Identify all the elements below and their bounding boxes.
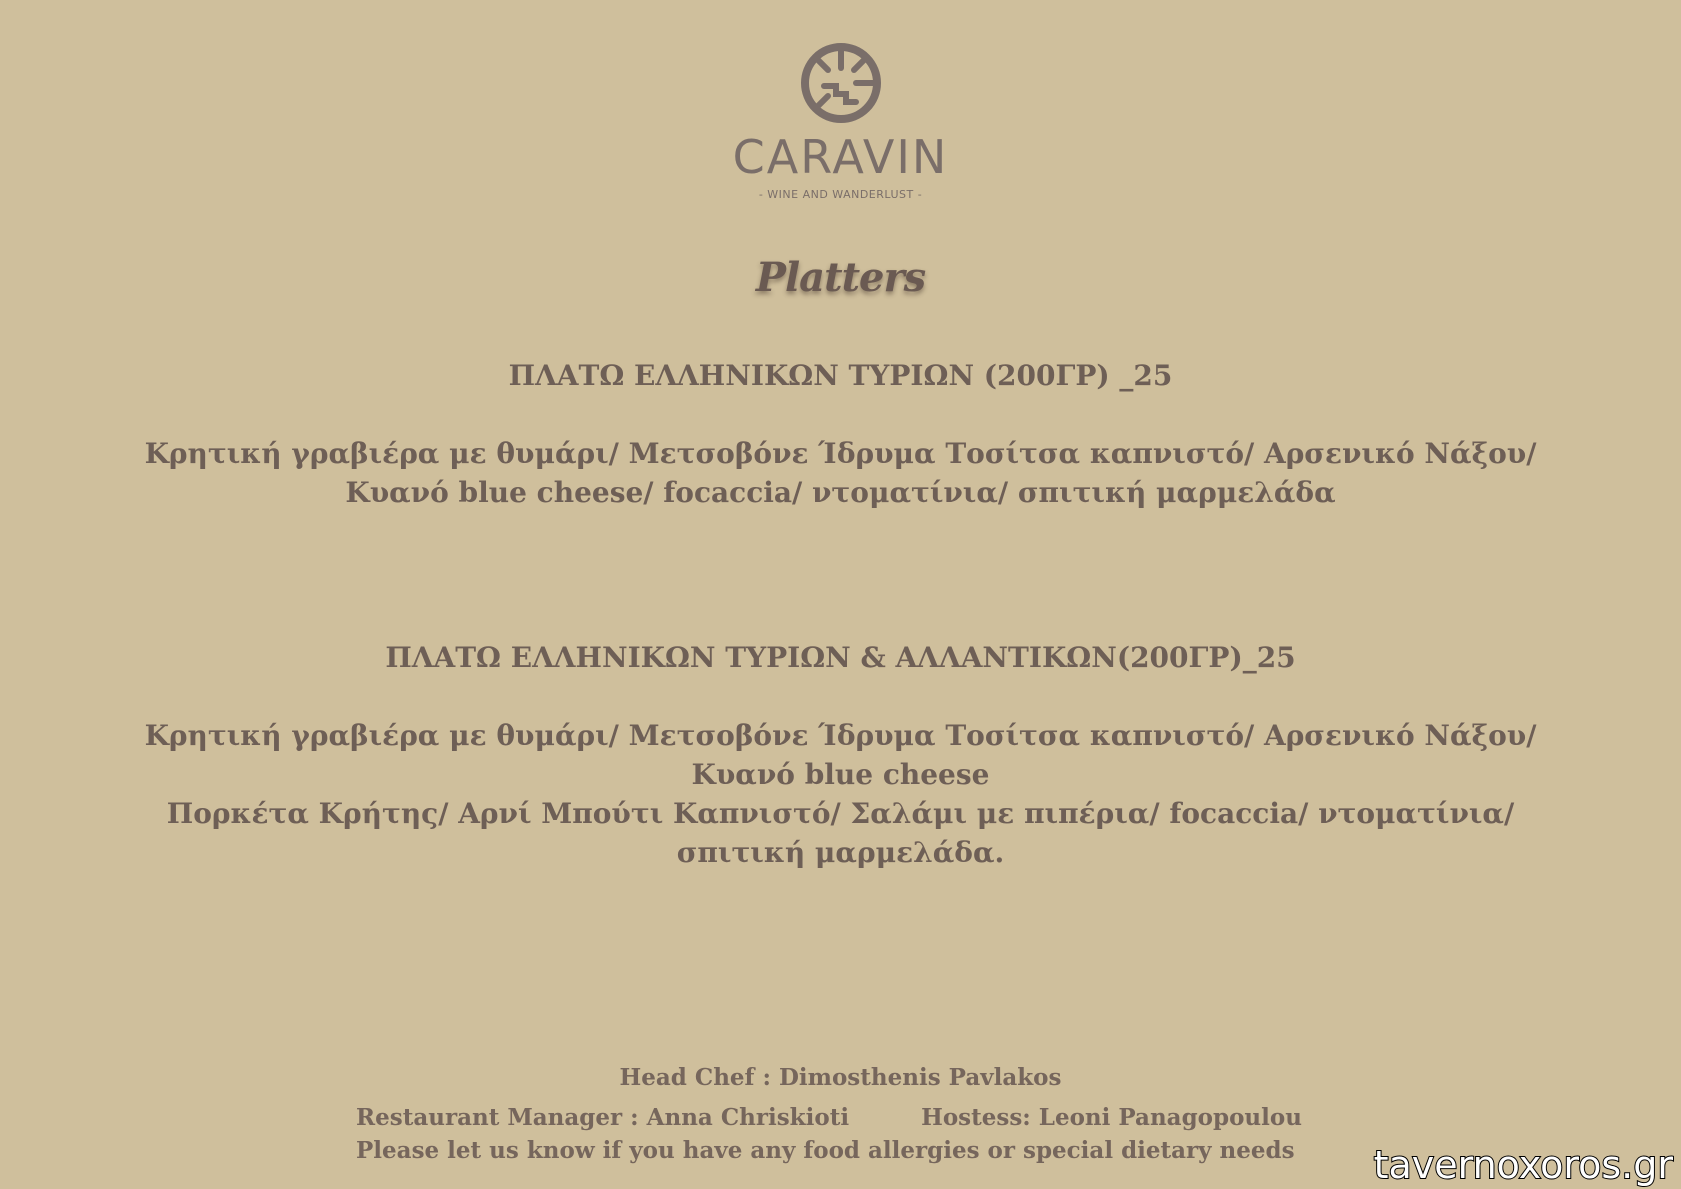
manager-credit: Restaurant Manager : Anna Chriskioti — [356, 1104, 850, 1131]
brand-logo — [0, 38, 1681, 201]
item-description-line: σπιτική μαρμελάδα. — [676, 836, 1005, 869]
head-chef-credit: Head Chef : Dimosthenis Pavlakos — [619, 1064, 1062, 1091]
item-description-line: Πορκέτα Κρήτης/ Αρνί Μπούτι Καπνιστό/ Σαλάμι με πιπέρια/ focaccia/ ντοματίνια/ — [166, 797, 1515, 830]
item-description-line: Κυανό blue cheese — [691, 758, 990, 791]
watermark: tavernoxoros.gr — [1373, 1143, 1673, 1187]
brand-tagline: - WINE AND WANDERLUST - — [758, 188, 923, 201]
item-description-line: Κυανό blue cheese/ focaccia/ ντοματίνια/ σπιτική μαρμελάδα — [345, 476, 1336, 509]
hostess-credit: Hostess: Leoni Panagopoulou — [921, 1104, 1302, 1131]
item-description-line: Κρητική γραβιέρα με θυμάρι/ Μετσοβόνε Ίδρυμα Τοσίτσα καπνιστό/ Αρσενικό Νάξου/ — [144, 437, 1537, 470]
sun-compass-emblem-icon — [796, 38, 886, 128]
item-description-line: Κρητική γραβιέρα με θυμάρι/ Μετσοβόνε Ίδρυμα Τοσίτσα καπνιστό/ Αρσενικό Νάξου/ — [144, 719, 1537, 752]
staff-credits-row — [356, 1104, 1302, 1131]
allergy-note: Please let us know if you have any food allergies or special dietary needs — [356, 1137, 1295, 1164]
menu-item-cheese-platter — [100, 358, 1581, 512]
page-title: Platters — [755, 254, 926, 301]
menu-item-cheese-cold-cuts-platter — [100, 640, 1581, 872]
item-title: ΠΛΑΤΩ ΕΛΛΗΝΙΚΩΝ ΤΥΡΙΩΝ (200ΓΡ) _25 — [508, 359, 1173, 392]
item-title: ΠΛΑΤΩ ΕΛΛΗΝΙΚΩΝ ΤΥΡΙΩΝ & ΑΛΛΑΝΤΙΚΩΝ(200ΓΡ)_25 — [385, 641, 1296, 674]
item-description — [100, 434, 1581, 512]
brand-name: CARAVIN — [732, 130, 949, 184]
item-description — [100, 716, 1581, 872]
